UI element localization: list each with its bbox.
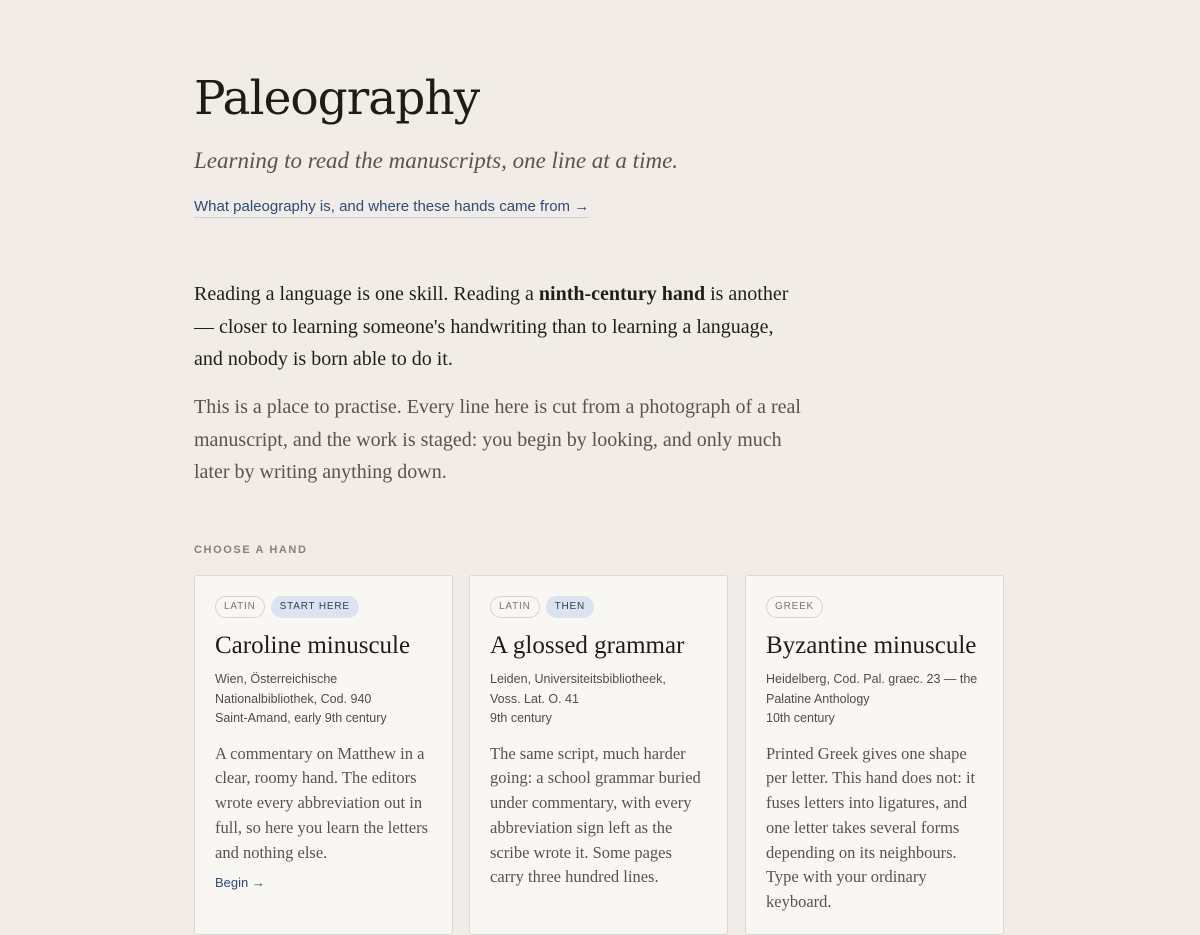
- source-line: Wien, Österreichische: [215, 672, 338, 686]
- card-tags: [766, 596, 983, 618]
- intro-lead-paragraph: [194, 278, 804, 376]
- card-tags: [215, 596, 432, 618]
- section-label: CHOOSE A HAND: [194, 544, 308, 556]
- card-description: Printed Greek gives one shape per letter. This hand does not: it fuses letters into ligatures, and one letter takes several forms depending on its neighbours. Type with your ordinary keyboard.: [766, 743, 976, 912]
- source-line: Palatine Anthology: [766, 691, 870, 706]
- card-title: Byzantine minuscule: [766, 632, 977, 659]
- hand-card-caroline-minuscule[interactable]: [194, 575, 453, 935]
- lead-text-start: Reading a language is one skill. Reading a: [194, 283, 539, 305]
- hand-card-glossed-grammar[interactable]: [469, 575, 728, 935]
- source-line: Saint-Amand, early 9th century: [215, 711, 387, 725]
- source-line: Heidelberg, Cod. Pal. graec. 23 — the: [766, 672, 978, 686]
- language-tag: LATIN: [215, 596, 265, 618]
- source-line: 9th century: [490, 711, 552, 725]
- card-title: A glossed grammar: [490, 632, 685, 659]
- about-paleography-link[interactable]: What paleography is, and where these hands came from →: [194, 197, 589, 218]
- language-tag: GREEK: [766, 596, 823, 618]
- then-badge: THEN: [546, 596, 594, 618]
- card-tags: [490, 596, 707, 618]
- lead-text-end: is another — closer to learning someone's handwriting than to learning a language, and nobody is born able to do it.: [194, 283, 789, 370]
- card-source: [490, 670, 707, 729]
- source-line: 10th century: [766, 711, 835, 725]
- source-line: Nationalbibliothek, Cod. 940: [215, 691, 372, 706]
- source-line: Leiden, Universiteitsbibliotheek,: [490, 672, 666, 686]
- page-title: Paleography: [194, 71, 480, 126]
- card-title: Caroline minuscule: [215, 632, 411, 659]
- start-here-badge: START HERE: [271, 596, 359, 618]
- hand-card-byzantine-minuscule[interactable]: [745, 575, 1004, 935]
- source-line: Voss. Lat. O. 41: [490, 691, 579, 706]
- card-description: A commentary on Matthew in a clear, roomy hand. The editors wrote every abbreviation out in full, so here you learn the letters and nothing else.: [215, 743, 429, 862]
- card-source: [215, 670, 432, 729]
- card-description: The same script, much harder going: a school grammar buried under commentary, with every abbreviation sign left as the scribe wrote it. Some pages carry three hundred lines.: [490, 743, 701, 887]
- language-tag: LATIN: [490, 596, 540, 618]
- begin-link[interactable]: Begin →: [215, 875, 265, 891]
- lead-text-emphasis: ninth-century hand: [538, 283, 706, 305]
- page-subtitle: Learning to read the manuscripts, one line at a time.: [194, 148, 679, 173]
- card-source: [766, 670, 983, 729]
- intro-second-paragraph: This is a place to practise. Every line here is cut from a photograph of a real manuscript, and the work is staged: you begin by looking, and only much later by writing anything down.: [194, 396, 801, 483]
